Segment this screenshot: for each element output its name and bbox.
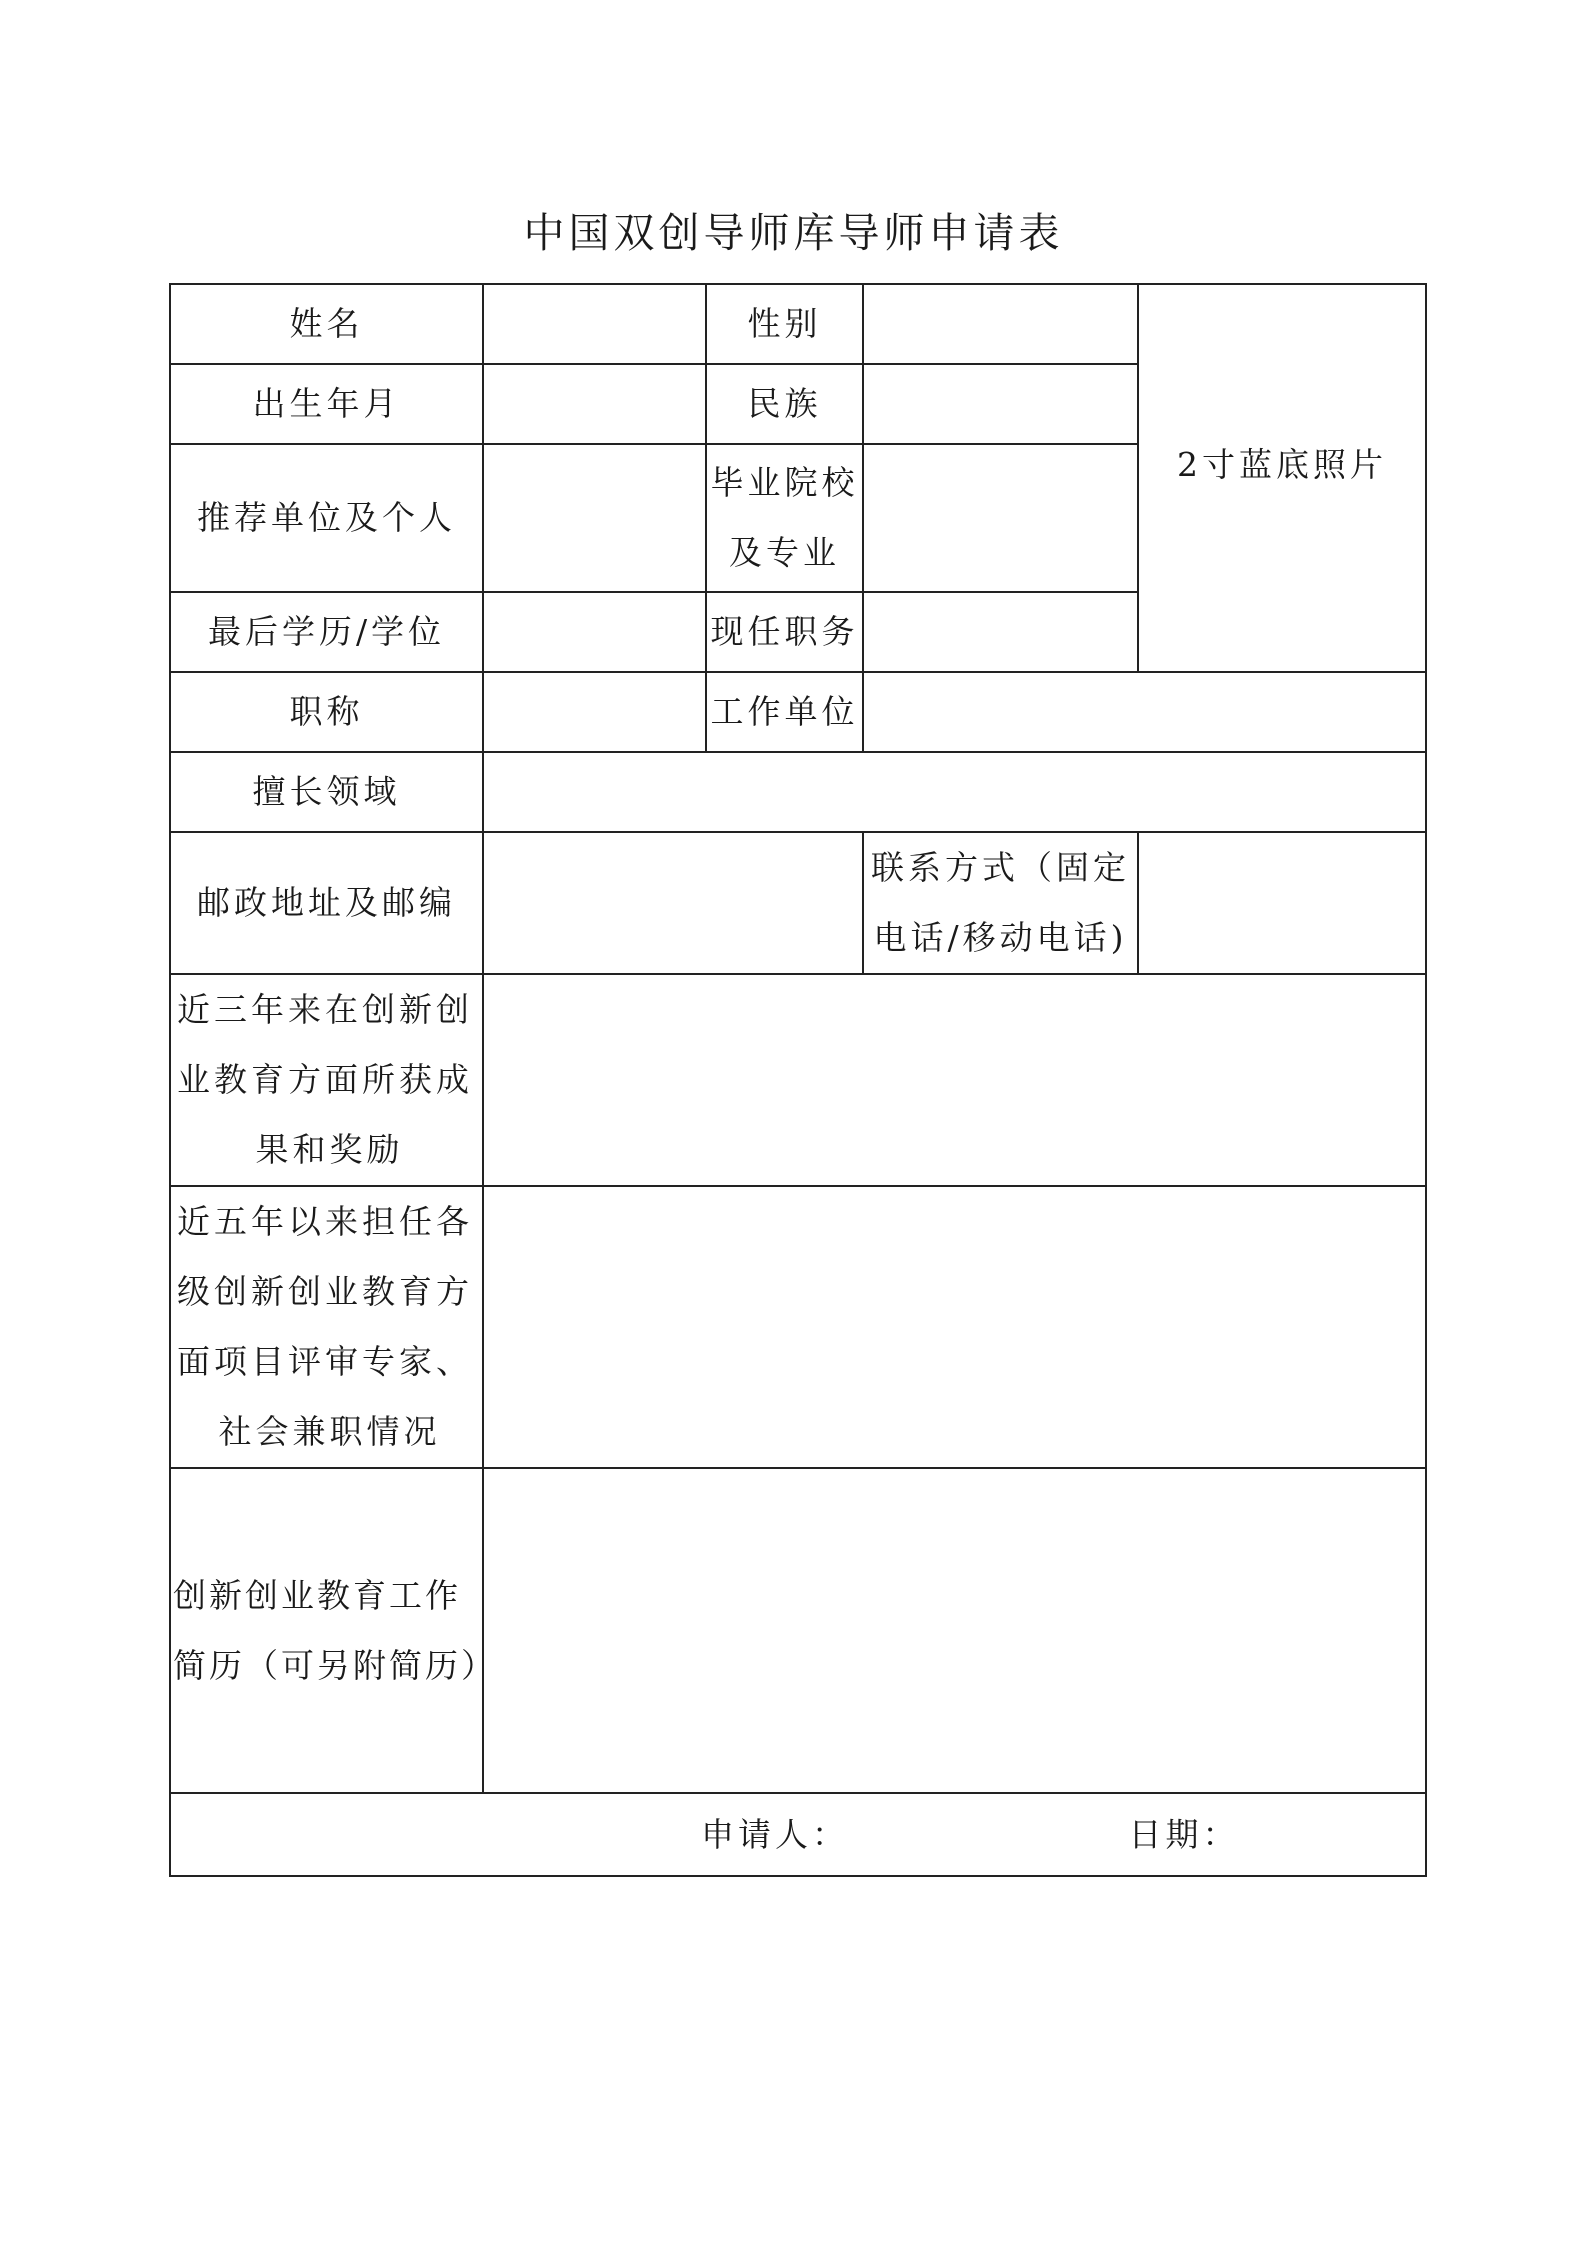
label-title-rank: 职称 — [170, 672, 483, 752]
label-school-line2: 及专业 — [729, 533, 840, 572]
field-contact[interactable] — [1138, 832, 1426, 974]
label-education: 最后学历/学位 — [170, 592, 483, 672]
label-awards-line2: 业教育方面所获成 — [177, 1060, 473, 1099]
field-school[interactable] — [863, 444, 1138, 592]
field-ethnicity[interactable] — [863, 364, 1138, 444]
label-roles-line4: 社会兼职情况 — [218, 1412, 441, 1451]
label-position: 现任职务 — [706, 592, 863, 672]
label-awards-line1: 近三年来在创新创 — [177, 990, 473, 1029]
field-title-rank[interactable] — [483, 672, 706, 752]
label-address: 邮政地址及邮编 — [170, 832, 483, 974]
label-roles-line1: 近五年以来担任各 — [177, 1202, 473, 1241]
field-address[interactable] — [483, 832, 863, 974]
application-form-table — [169, 283, 1427, 1877]
label-roles-line2: 级创新创业教育方 — [177, 1272, 473, 1311]
label-school-line1: 毕业院校 — [710, 463, 859, 502]
field-education[interactable] — [483, 592, 706, 672]
label-roles — [170, 1186, 483, 1468]
label-contact — [863, 832, 1138, 974]
field-recommender[interactable] — [483, 444, 706, 592]
signature-row — [170, 1793, 1426, 1876]
field-name[interactable] — [483, 284, 706, 364]
label-gender: 性别 — [706, 284, 863, 364]
label-contact-line2: 电话/移动电话) — [873, 918, 1128, 957]
label-expertise: 擅长领域 — [170, 752, 483, 832]
label-school — [706, 444, 863, 592]
page-title: 中国双创导师库导师申请表 — [523, 209, 1064, 257]
field-awards[interactable] — [483, 974, 1426, 1186]
field-gender[interactable] — [863, 284, 1138, 364]
applicant-label: 申请人： — [701, 1814, 849, 1854]
label-contact-line1: 联系方式（固定 — [871, 848, 1130, 887]
field-expertise[interactable] — [483, 752, 1426, 832]
field-roles[interactable] — [483, 1186, 1426, 1468]
label-employer: 工作单位 — [706, 672, 863, 752]
label-awards-line3: 果和奖励 — [255, 1130, 404, 1169]
label-resume-line2: 简历（可另附简历） — [173, 1645, 497, 1685]
label-resume — [170, 1468, 497, 1793]
label-recommender: 推荐单位及个人 — [170, 444, 483, 592]
field-position[interactable] — [863, 592, 1138, 672]
date-label: 日期： — [1128, 1814, 1240, 1854]
photo-placeholder: 2寸蓝底照片 — [1138, 284, 1426, 672]
label-ethnicity: 民族 — [706, 364, 863, 444]
field-employer[interactable] — [863, 672, 1426, 752]
label-resume-line1: 创新创业教育工作 — [173, 1575, 461, 1615]
field-birth[interactable] — [483, 364, 706, 444]
label-roles-line3: 面项目评审专家、 — [177, 1342, 473, 1381]
label-name: 姓名 — [170, 284, 483, 364]
field-resume[interactable] — [483, 1468, 1426, 1793]
label-awards — [170, 974, 483, 1186]
label-birth: 出生年月 — [170, 364, 483, 444]
